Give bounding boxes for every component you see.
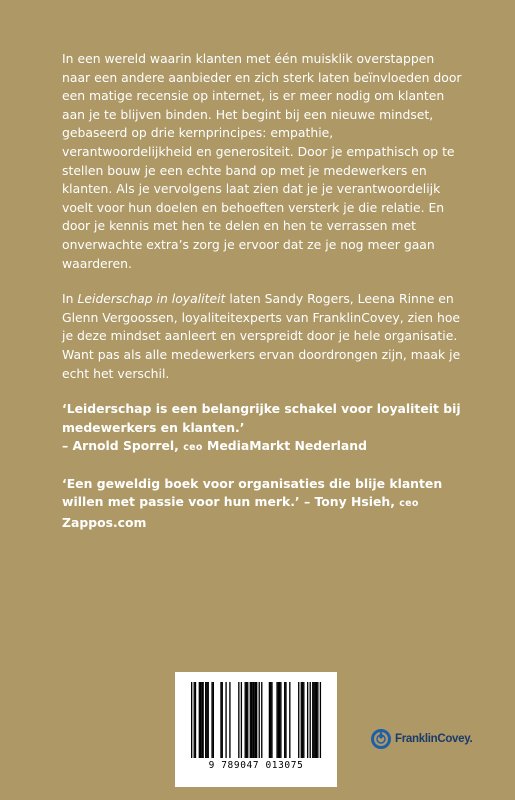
barcode-bar <box>211 682 212 758</box>
barcode-bar <box>206 682 207 758</box>
blurb-paragraph-1: In een wereld waarin klanten met één muisklik overstappen naar een andere aanbieder en zich sterk laten beïnvloeden door een matige recensie op internet, is er meer nodig om klanten aan je te blijven binden. Het begint bij een nieuwe mindset, gebaseerd op drie kernprincipes: empathie, verantwoordelijkheid en generositeit. Door je empathisch op te stellen bouw je een echte band op met je medewerkers en klanten. Als je vervolgens laat zien dat je je verantwoordelijk voelt voor hun doelen en behoeften versterk je die relatie. En door je kennis met hen te delen en hen te verrassen met onverwachte extra’s zorg je ervoor dat ze je nog meer gaan waarderen. <box>62 51 462 271</box>
barcode-bar <box>303 682 304 758</box>
barcode-bar <box>247 682 248 758</box>
barcode-bar <box>276 682 277 758</box>
barcode-bar <box>201 682 202 758</box>
barcode-bar <box>191 682 192 758</box>
barcode <box>187 682 325 758</box>
paragraph-2-intro: In <box>62 291 74 307</box>
barcode-bar <box>284 682 285 758</box>
quote-1-text: ‘Leiderschap is een belangrijke schakel voor loyaliteit bij medewerkers en klanten.’ <box>62 401 461 435</box>
barcode-bar <box>220 682 221 758</box>
barcode-bar <box>199 682 200 758</box>
barcode-bar <box>315 682 316 758</box>
barcode-bar <box>320 682 321 758</box>
barcode-bar <box>310 682 311 758</box>
barcode-bar <box>289 682 290 758</box>
quote-1-author: – Arnold Sporrel, <box>62 438 179 454</box>
endorsement-quote-2 <box>62 475 462 533</box>
barcode-bar <box>270 682 271 758</box>
barcode-bar <box>256 682 257 758</box>
barcode-bar <box>246 682 247 758</box>
barcode-bar <box>302 682 303 758</box>
blurb-paragraph-2 <box>62 290 462 383</box>
barcode-box <box>175 672 337 787</box>
barcode-bar <box>241 682 242 758</box>
barcode-bar <box>271 682 272 758</box>
barcode-bar <box>229 682 230 758</box>
barcode-bar <box>202 682 203 758</box>
barcode-bar <box>307 682 308 758</box>
barcode-bar <box>298 682 299 758</box>
barcode-bar <box>252 682 253 758</box>
barcode-bar <box>222 682 223 758</box>
barcode-bar <box>195 682 196 758</box>
barcode-bar <box>208 682 209 758</box>
compass-icon <box>370 728 392 750</box>
barcode-bar <box>259 682 260 758</box>
barcode-bar <box>253 682 254 758</box>
barcode-bar <box>255 682 256 758</box>
blurb-text <box>62 50 462 550</box>
barcode-bar <box>278 682 279 758</box>
barcode-bar <box>205 682 206 758</box>
barcode-bar <box>312 682 313 758</box>
barcode-bar <box>250 682 251 758</box>
barcode-bar <box>316 682 317 758</box>
barcode-bar <box>301 682 302 758</box>
quote-1-role: ceo <box>183 442 203 454</box>
barcode-bar <box>225 682 226 758</box>
quote-2-role: ceo <box>399 498 419 510</box>
quote-2-author: – Tony Hsieh, <box>303 494 395 510</box>
endorsement-quote-1 <box>62 400 462 458</box>
barcode-bar <box>238 682 239 758</box>
barcode-bar <box>245 682 246 758</box>
barcode-bar <box>269 682 270 758</box>
barcode-bar <box>285 682 286 758</box>
barcode-bar <box>261 682 262 758</box>
paragraph-2-rest: laten Sandy Rogers, Leena Rinne en Glenn Vergoossen, loyaliteitexperts van FranklinCovey, zien hoe je deze mindset aanleert en verspreidt door je hele organisatie. Want pas als alle medewerkers ervan doordrongen zijn, maak je echt het verschil. <box>62 291 461 381</box>
publisher-logo <box>370 726 480 752</box>
barcode-bar <box>251 682 252 758</box>
book-title: Leiderschap in loyaliteit <box>77 291 226 307</box>
barcode-bar <box>279 682 280 758</box>
quote-1-org: MediaMarkt Nederland <box>207 438 367 454</box>
barcode-bar <box>313 682 314 758</box>
quote-2-text: ‘Een geweldig boek voor organisaties die blije klanten willen met passie voor hun merk.’ <box>62 475 443 510</box>
quote-2-org: Zappos.com <box>62 515 147 531</box>
barcode-bar <box>213 682 214 758</box>
isbn-number: 9 789047 013075 <box>208 760 304 771</box>
barcode-bar <box>317 682 318 758</box>
barcode-bar <box>194 682 195 758</box>
barcode-bar <box>200 682 201 758</box>
publisher-name: FranklinCovey. <box>395 733 473 745</box>
barcode-bar <box>280 682 281 758</box>
